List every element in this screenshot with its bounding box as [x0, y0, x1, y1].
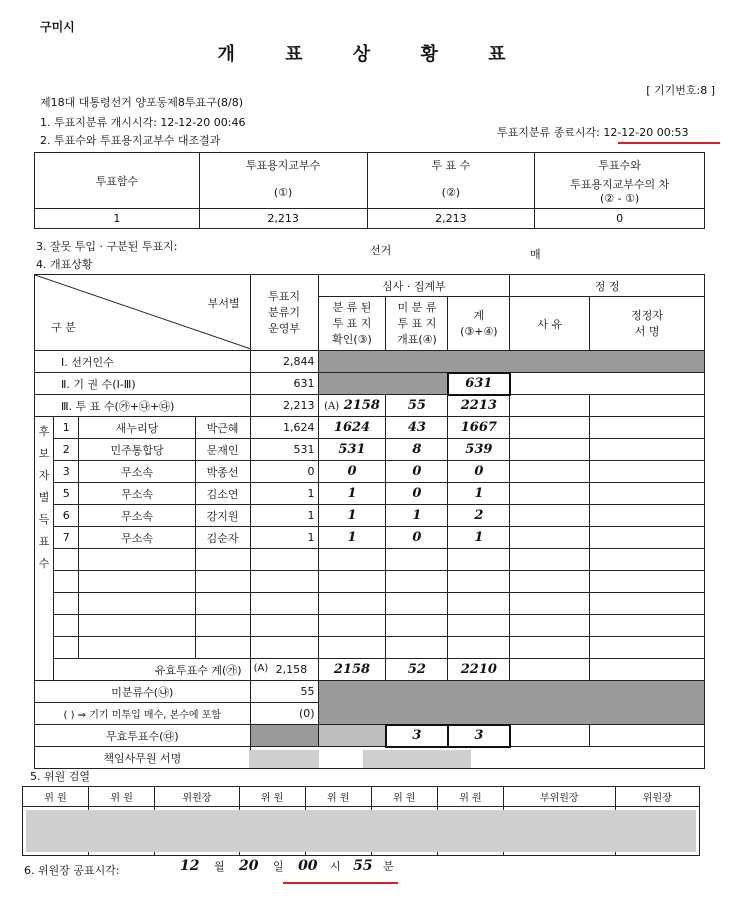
redacted-signature	[363, 750, 471, 768]
issued-value: 2,213	[199, 209, 367, 229]
sort-end-label: 투표지분류 종료시각:	[497, 126, 600, 139]
machine-header: 투표지 분류기 운영부	[250, 275, 318, 351]
cand-no: 3	[54, 461, 79, 483]
cand-unsorted: 43	[386, 417, 448, 439]
empty-row	[35, 615, 705, 637]
votes-value: 2,213	[367, 209, 535, 229]
electors-value: 2,844	[250, 351, 318, 373]
cand-no: 5	[54, 483, 79, 505]
cand-party: 무소속	[79, 461, 195, 483]
dept-label: 부서별	[207, 297, 240, 310]
committee-head: 위원장	[155, 787, 239, 807]
section5-label: 5. 위원 검열	[30, 770, 90, 783]
empty-row	[35, 571, 705, 593]
committee-head: 위원장	[615, 787, 699, 807]
cand-unsorted: 0	[386, 483, 448, 505]
correction-header: 정 정	[510, 275, 705, 297]
cand-name: 강지원	[195, 505, 250, 527]
sort-start-time: 1. 투표지분류 개시시각: 12-12-20 00:46	[40, 116, 246, 129]
note-label: ( ) ⇒ 기기 미투입 매수, 본수에 포함	[35, 703, 251, 725]
votes-sorted: (A) 2158	[318, 395, 386, 417]
empty-row	[35, 549, 705, 571]
votes-signer	[590, 395, 705, 417]
cand-sorted: 1	[318, 505, 386, 527]
candidate-row	[35, 417, 705, 439]
gubun-header	[35, 275, 251, 351]
unsorted-label: 미분류수(㉯)	[35, 681, 251, 703]
valid-machine: (A) 2,158	[250, 659, 318, 681]
valid-unsorted: 52	[386, 659, 448, 681]
section6-label: 6. 위원장 공표시각:	[24, 864, 120, 877]
minute-unit: 분	[383, 860, 394, 873]
official-label: 책임사무원 서명	[35, 747, 251, 769]
invalid-machine-shade	[250, 725, 318, 747]
cand-name: 김순자	[195, 527, 250, 549]
cand-no: 7	[54, 527, 79, 549]
section4-label: 4. 개표상황	[36, 258, 93, 271]
diff-header-line3: (② - ①)	[599, 192, 640, 206]
cand-sorted: 1624	[318, 417, 386, 439]
cand-machine: 531	[250, 439, 318, 461]
section3-election: 선거	[370, 244, 392, 257]
review-header: 심사 · 집계부	[318, 275, 510, 297]
red-underline-end-time	[618, 142, 720, 144]
diff-header-sub	[535, 177, 705, 209]
diff-header-line2: 투표용지교부수의 차	[570, 178, 670, 192]
votes-label: Ⅲ. 투 표 수(㉮+㉯+㉰)	[35, 395, 251, 417]
cand-name: 박종선	[195, 461, 250, 483]
cand-sum: 539	[448, 439, 510, 461]
section3-label: 3. 잘못 투입 · 구분된 투표지:	[36, 240, 178, 253]
candidate-row	[35, 505, 705, 527]
diagonal-line	[35, 275, 251, 349]
abstain-correction	[510, 373, 705, 395]
votes-unsorted: 55	[386, 395, 448, 417]
official-signatures	[250, 747, 704, 769]
redacted-signature	[249, 750, 319, 768]
cand-sum: 1	[448, 527, 510, 549]
invalid-unsorted: 3	[386, 725, 448, 747]
cand-party: 무소속	[79, 527, 195, 549]
abstain-shade	[318, 373, 448, 395]
empty-row	[35, 593, 705, 615]
cand-sum: 0	[448, 461, 510, 483]
day-unit: 일	[272, 860, 284, 873]
sort-end-time	[497, 124, 688, 140]
machine-number: [ 기기번호:8 ]	[646, 84, 715, 97]
cand-sum: 1	[448, 483, 510, 505]
cand-machine: 1	[250, 483, 318, 505]
cand-sorted: 1	[318, 527, 386, 549]
candidate-row	[35, 483, 705, 505]
cand-name: 김소연	[195, 483, 250, 505]
gubun-label: 구 분	[51, 321, 76, 334]
hour-unit: 시	[330, 860, 341, 873]
cand-machine: 0	[250, 461, 318, 483]
votes-header-sub: (②)	[367, 177, 535, 209]
reason-header: 사 유	[510, 297, 590, 351]
cand-sorted: 531	[318, 439, 386, 461]
diff-header: 투표수와	[535, 153, 705, 177]
tally-table	[34, 274, 705, 769]
votes-reason	[510, 395, 590, 417]
invalid-sorted-shade	[318, 725, 386, 747]
ballot-box-header: 투표함수	[35, 153, 200, 209]
cand-unsorted: 1	[386, 505, 448, 527]
note-value: (0)	[250, 703, 318, 725]
cand-no: 6	[54, 505, 79, 527]
election-subtitle: 제18대 대통령선거 양포동제8투표구(8/8)	[40, 96, 244, 109]
valid-sum: 2210	[448, 659, 510, 681]
cand-name: 박근혜	[195, 417, 250, 439]
cand-unsorted: 8	[386, 439, 448, 461]
announce-time	[180, 858, 394, 874]
votes-header: 투 표 수	[367, 153, 535, 177]
candidate-row	[35, 527, 705, 549]
committee-head: 위 원	[23, 787, 89, 807]
cand-sum: 1667	[448, 417, 510, 439]
cand-party: 무소속	[79, 483, 195, 505]
cand-sorted: 1	[318, 483, 386, 505]
unsorted-machine: 55	[250, 681, 318, 703]
abstain-hand: 631	[448, 373, 510, 395]
diff-value: 0	[535, 209, 705, 229]
cand-no: 2	[54, 439, 79, 461]
abstain-value: 631	[250, 373, 318, 395]
announce-day: 20	[239, 858, 259, 874]
cand-unsorted: 0	[386, 461, 448, 483]
candidate-row	[35, 461, 705, 483]
cand-no: 1	[54, 417, 79, 439]
committee-head: 부위원장	[504, 787, 616, 807]
cand-name: 문재인	[195, 439, 250, 461]
section3-unit: 매	[530, 248, 541, 261]
invalid-sum: 3	[448, 725, 510, 747]
committee-head: 위 원	[437, 787, 503, 807]
valid-sorted: 2158	[318, 659, 386, 681]
empty-row	[35, 637, 705, 659]
cand-unsorted: 0	[386, 527, 448, 549]
committee-head: 위 원	[371, 787, 437, 807]
unsorted-shade	[318, 681, 704, 725]
side-label: 후 보 자 별 득 표 수	[35, 417, 54, 681]
electors-shade	[318, 351, 704, 373]
red-underline-announce	[283, 882, 398, 884]
issued-header: 투표용지교부수	[199, 153, 367, 177]
sort-end-value: 12-12-20 00:53	[603, 126, 689, 139]
unsorted-header: 미 분 류 투 표 지 개표(④)	[386, 297, 448, 351]
committee-head: 위 원	[305, 787, 371, 807]
section2-label: 2. 투표수와 투표용지교부수 대조결과	[40, 134, 221, 147]
issued-header-sub: (①)	[199, 177, 367, 209]
cand-sorted: 0	[318, 461, 386, 483]
cand-party: 민주통합당	[79, 439, 195, 461]
valid-label: 유효투표수 계(㉮)	[54, 659, 251, 681]
redacted-signatures	[26, 810, 696, 852]
sum-header: 계 (③+④)	[448, 297, 510, 351]
announce-minute: 55	[353, 858, 373, 874]
candidate-row	[35, 439, 705, 461]
votes-machine: 2,213	[250, 395, 318, 417]
signer-header: 정정자 서 명	[590, 297, 705, 351]
votes-sum: 2213	[448, 395, 510, 417]
cand-sum: 2	[448, 505, 510, 527]
announce-month: 12	[180, 858, 200, 874]
city-label: 구미시	[40, 20, 75, 34]
cand-party: 무소속	[79, 505, 195, 527]
month-unit: 월	[213, 860, 225, 873]
ballot-box-value: 1	[35, 209, 200, 229]
cand-machine: 1	[250, 527, 318, 549]
electors-label: Ⅰ. 선거인수	[35, 351, 251, 373]
page-title: 개 표 상 황 표	[217, 44, 528, 65]
cand-machine: 1	[250, 505, 318, 527]
committee-head: 위 원	[239, 787, 305, 807]
invalid-label: 무효투표수(㉰)	[35, 725, 251, 747]
sorted-header: 분 류 된 투 표 지 확인(③)	[318, 297, 386, 351]
committee-head: 위 원	[89, 787, 155, 807]
cand-machine: 1,624	[250, 417, 318, 439]
announce-hour: 00	[298, 858, 318, 874]
ballot-count-table	[34, 152, 705, 229]
cand-party: 새누리당	[79, 417, 195, 439]
abstain-label: Ⅱ. 기 권 수(Ⅰ-Ⅲ)	[35, 373, 251, 395]
